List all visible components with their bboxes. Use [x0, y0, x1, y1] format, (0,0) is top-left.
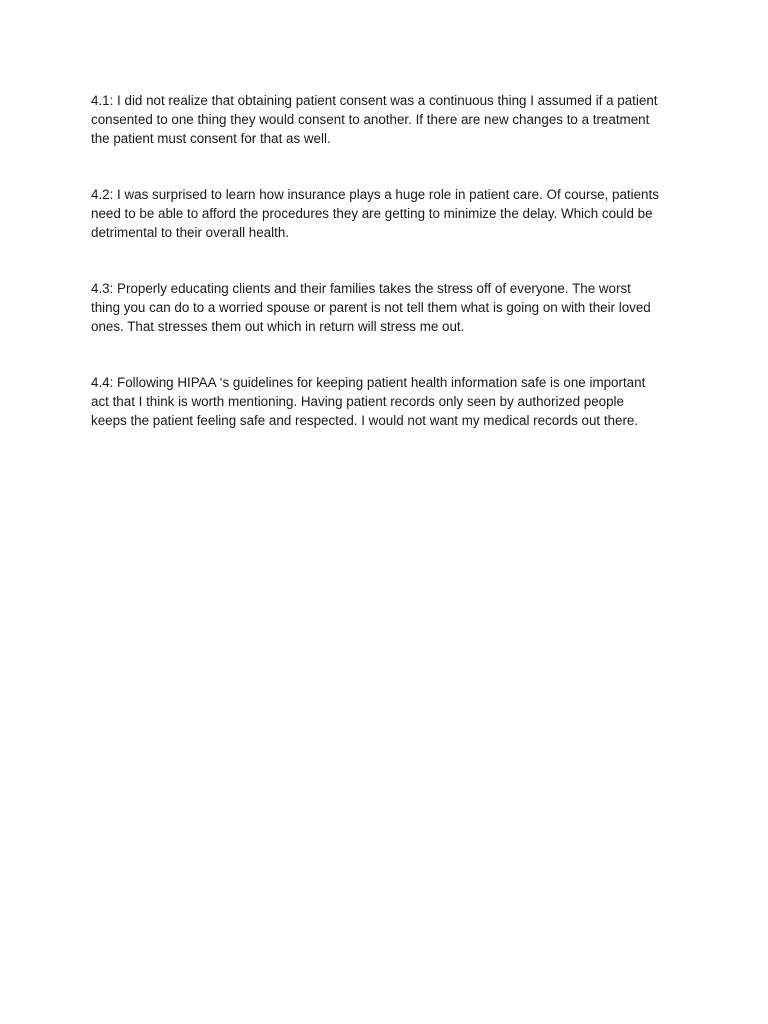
paragraph-4-1: 4.1: I did not realize that obtaining patient consent was a continuous thing I assumed if a patient consented to one thing they would consent to another. If there are new changes to a treatment the patient must consent for that as well. — [91, 93, 658, 146]
paragraph-4-4: 4.4: Following HIPAA ‘s guidelines for keeping patient health information safe is one important act that I think is worth mentioning. Having patient records only seen by authorized people keeps the patient feeling safe and respected. I would not want my medical records out there. — [91, 375, 646, 428]
document-body — [91, 91, 691, 467]
paragraph-4-2: 4.2: I was surprised to learn how insurance plays a huge role in patient care. Of course, patients need to be able to afford the procedures they are getting to minimize the delay. Which could be detrimental to their overall health. — [91, 187, 659, 240]
paragraph-4-3: 4.3: Properly educating clients and their families takes the stress off of everyone. The worst thing you can do to a worried spouse or parent is not tell them what is going on with their loved ones. That stresses them out which in return will stress me out. — [91, 281, 651, 334]
